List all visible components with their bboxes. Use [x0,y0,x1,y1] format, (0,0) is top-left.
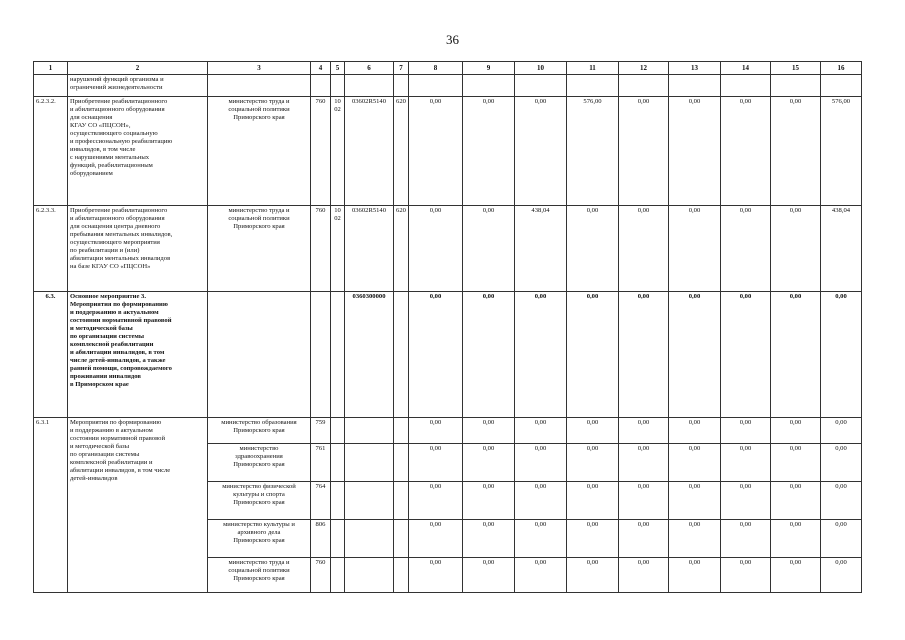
section-code-cell: 1002 [331,97,345,206]
name-cell: Мероприятия по формированию и поддержанию в актуальном состоянии нормативной правовой и методической базы по организации системы комплексной реабилитации и абилитации инвалидов, в том числе детей-инвалидов [68,418,208,593]
value-cell: 0,00 [771,482,821,520]
value-cell: 0,00 [463,97,515,206]
value-cell: 0,00 [721,444,771,482]
value-cell: 0,00 [721,482,771,520]
value-cell: 0,00 [619,520,669,558]
value-cell: 0,00 [669,444,721,482]
table-row [34,206,862,292]
target-code-cell: 03602R5140 [345,206,394,292]
header-row [34,62,862,75]
header-cell: 16 [821,62,862,75]
value-cell: 0,00 [619,292,669,418]
header-cell: 9 [463,62,515,75]
value-cell: 0,00 [567,418,619,444]
name-cell: нарушений функций организма и ограничений жизнедеятельности [68,75,208,97]
table-row [34,97,862,206]
value-cell: 0,00 [771,418,821,444]
value-cell: 0,00 [619,97,669,206]
header-cell: 2 [68,62,208,75]
ministry-code-cell: 761 [311,444,331,482]
ministry-code-cell: 806 [311,520,331,558]
executor-cell: министерство культуры и архивного дела Приморского края [208,520,311,558]
value-cell: 0,00 [771,444,821,482]
executor-cell: министерство физической культуры и спорта Приморского края [208,482,311,520]
value-cell: 0,00 [721,206,771,292]
value-cell: 0,00 [409,418,463,444]
ministry-code-cell: 760 [311,558,331,593]
table-row [34,418,862,444]
value-cell: 0,00 [721,292,771,418]
value-cell: 0,00 [567,444,619,482]
value-cell: 0,00 [515,418,567,444]
header-cell: 8 [409,62,463,75]
value-cell: 0,00 [515,482,567,520]
value-cell: 0,00 [721,558,771,593]
header-cell: 13 [669,62,721,75]
value-cell: 0,00 [771,520,821,558]
value-cell: 0,00 [463,520,515,558]
code-cell: 6.2.3.2. [34,97,68,206]
value-cell: 0,00 [567,520,619,558]
ministry-code-cell: 760 [311,97,331,206]
target-code-cell: 03602R5140 [345,97,394,206]
value-cell: 0,00 [567,292,619,418]
budget-table [33,61,862,593]
value-cell: 0,00 [515,97,567,206]
value-cell: 0,00 [821,418,862,444]
value-cell: 576,00 [821,97,862,206]
value-cell: 0,00 [409,444,463,482]
ministry-code-cell: 759 [311,418,331,444]
header-cell: 14 [721,62,771,75]
header-cell: 15 [771,62,821,75]
header-cell: 7 [394,62,409,75]
value-cell: 0,00 [463,418,515,444]
name-cell: Приобретение реабилитационного и абилитационного оборудования для оснащения центра дневного пребывания ментальных инвалидов, осуществляющего мероприятия по реабилитации и (или) абилитации ментальных инвалидов на базе КГАУ СО «ПЦСОН» [68,206,208,292]
value-cell: 0,00 [771,292,821,418]
value-cell: 0,00 [821,444,862,482]
value-cell: 576,00 [567,97,619,206]
value-cell: 0,00 [669,520,721,558]
value-cell: 0,00 [463,444,515,482]
value-cell: 0,00 [463,482,515,520]
value-cell: 0,00 [619,418,669,444]
header-cell: 1 [34,62,68,75]
executor-cell: министерство труда и социальной политики Приморского края [208,206,311,292]
value-cell: 0,00 [567,482,619,520]
value-cell: 0,00 [771,558,821,593]
header-cell: 12 [619,62,669,75]
value-cell: 0,00 [463,558,515,593]
continuation-row [34,75,862,97]
value-cell: 0,00 [669,97,721,206]
expense-type-cell: 620 [394,97,409,206]
value-cell: 0,00 [821,482,862,520]
header-cell: 6 [345,62,394,75]
value-cell: 0,00 [721,418,771,444]
header-cell: 11 [567,62,619,75]
value-cell: 0,00 [463,206,515,292]
code-cell: 6.2.3.3. [34,206,68,292]
name-cell: Основное мероприятие 3. Мероприятия по формированию и поддержанию в актуальном состоянии нормативной правовой и методической базы по организации системы комплексной реабилитации и абилитации инвалидов, в том числе детей-инвалидов, а также ранней помощи, сопровождаемого проживания инвалидов в Приморском крае [68,292,208,418]
value-cell: 0,00 [463,292,515,418]
executor-cell: министерство труда и социальной политики Приморского края [208,558,311,593]
value-cell: 0,00 [409,292,463,418]
header-cell: 3 [208,62,311,75]
value-cell: 0,00 [567,558,619,593]
value-cell: 0,00 [515,520,567,558]
table-row [34,292,862,418]
value-cell: 0,00 [409,482,463,520]
value-cell: 0,00 [619,444,669,482]
section-code-cell: 1002 [331,206,345,292]
value-cell: 0,00 [409,206,463,292]
value-cell: 438,04 [821,206,862,292]
target-code-cell: 0360300000 [345,292,394,418]
code-cell: 6.3.1 [34,418,68,593]
header-cell: 10 [515,62,567,75]
value-cell: 0,00 [669,206,721,292]
value-cell: 0,00 [515,558,567,593]
code-cell: 6.3. [34,292,68,418]
value-cell: 0,00 [409,520,463,558]
ministry-code-cell: 760 [311,206,331,292]
executor-cell: министерство здравоохранения Приморского края [208,444,311,482]
value-cell: 0,00 [515,292,567,418]
executor-cell: министерство образования Приморского края [208,418,311,444]
value-cell: 0,00 [821,520,862,558]
value-cell: 0,00 [515,444,567,482]
ministry-code-cell: 764 [311,482,331,520]
value-cell: 0,00 [771,206,821,292]
code-cell [34,75,68,97]
value-cell: 0,00 [567,206,619,292]
value-cell: 0,00 [821,292,862,418]
value-cell: 0,00 [669,292,721,418]
value-cell: 0,00 [721,97,771,206]
value-cell: 0,00 [771,97,821,206]
value-cell: 0,00 [619,482,669,520]
header-cell: 5 [331,62,345,75]
value-cell: 0,00 [669,418,721,444]
name-cell: Приобретение реабилитационного и абилитационного оборудования для оснащения КГАУ СО «ПЦСОН», осуществляющего социальную и профессиональную реабилитацию инвалидов, в том числе с нарушениями ментальных функций, реабилитационным оборудованием [68,97,208,206]
value-cell: 0,00 [721,520,771,558]
value-cell: 0,00 [409,97,463,206]
expense-type-cell: 620 [394,206,409,292]
value-cell: 0,00 [669,558,721,593]
header-cell: 4 [311,62,331,75]
page-number: 36 [446,32,459,47]
value-cell: 0,00 [821,558,862,593]
value-cell: 0,00 [619,558,669,593]
value-cell: 0,00 [669,482,721,520]
value-cell: 0,00 [409,558,463,593]
value-cell: 0,00 [619,206,669,292]
value-cell: 438,04 [515,206,567,292]
executor-cell: министерство труда и социальной политики Приморского края [208,97,311,206]
